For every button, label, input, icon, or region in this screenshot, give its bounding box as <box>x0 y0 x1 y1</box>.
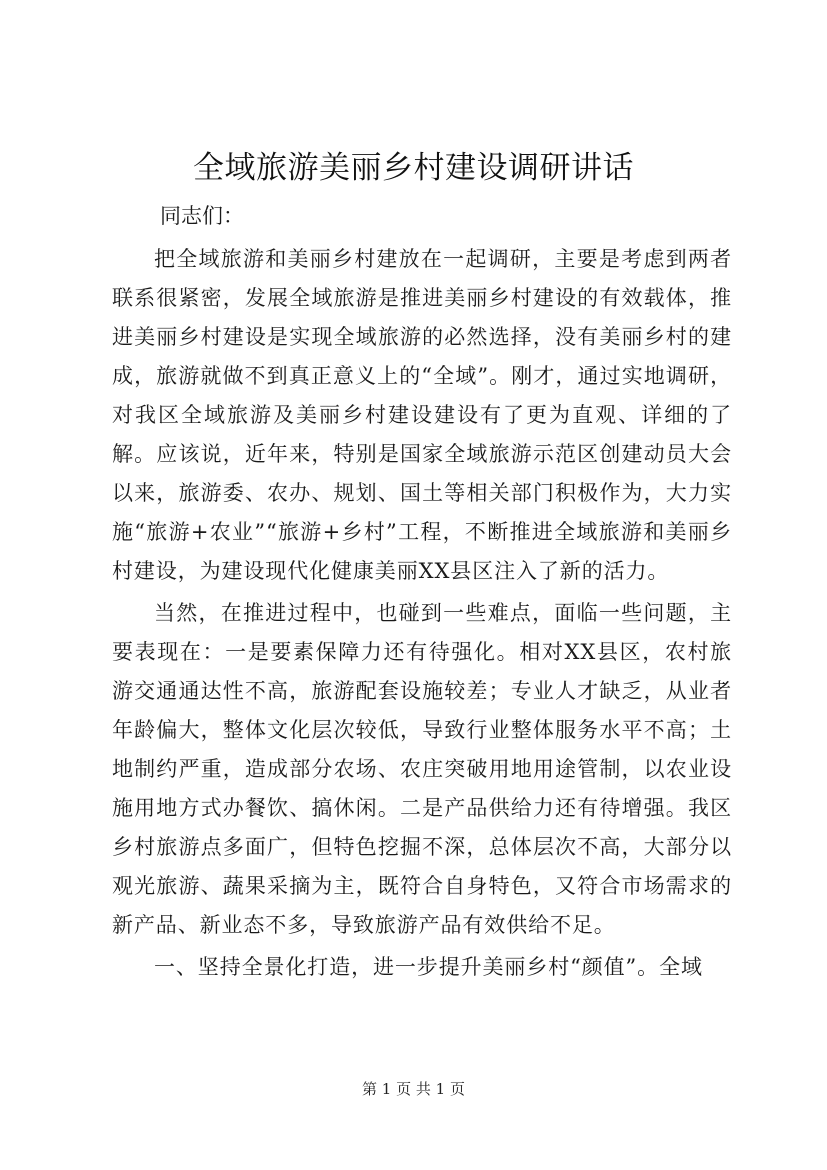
paragraph-1: 把全域旅游和美丽乡村建放在一起调研，主要是考虑到两者联系很紧密，发展全域旅游是推进美丽乡村建设的有效载体，推进美丽乡村建设是实现全域旅游的必然选择，没有美丽乡村的建成，旅游就做不到真正意义上的“全域”。刚才，通过实地调研，对我区全域旅游及美丽乡村建设建设有了更为直观、详细的了解。应该说，近年来，特别是国家全域旅游示范区创建动员大会以来，旅游委、农办、规划、国土等相关部门积极作为，大力实施“旅游+农业”“旅游+乡村”工程，不断推进全域旅游和美丽乡村建设，为建设现代化健康美丽XX县区注入了新的活力。 <box>112 247 732 583</box>
document-title: 全域旅游美丽乡村建设调研讲话 <box>193 150 634 186</box>
paragraph-2: 当然，在推进过程中，也碰到一些难点，面临一些问题，主要表现在：一是要素保障力还有待强化。相对XX县区，农村旅游交通通达性不高，旅游配套设施较差；专业人才缺乏，从业者年龄偏大，整体文化层次较低，导致行业整体服务水平不高；土地制约严重，造成部分农场、农庄突破用地用途管制，以农业设施用地方式办餐饮、搞休闲。二是产品供给力还有待增强。我区乡村旅游点多面广，但特色挖掘不深，总体层次不高，大部分以观光旅游、蔬果采摘为主，既符合自身特色，又符合市场需求的新产品、新业态不多，导致旅游产品有效供给不足。 <box>112 601 732 937</box>
document-body <box>112 240 732 990</box>
greeting: 同志们： <box>160 204 244 228</box>
paragraph-3: 一、坚持全景化打造，进一步提升美丽乡村“颜值”。全域 <box>154 955 703 979</box>
page-footer: 第 1 页 共 1 页 <box>362 1080 465 1098</box>
